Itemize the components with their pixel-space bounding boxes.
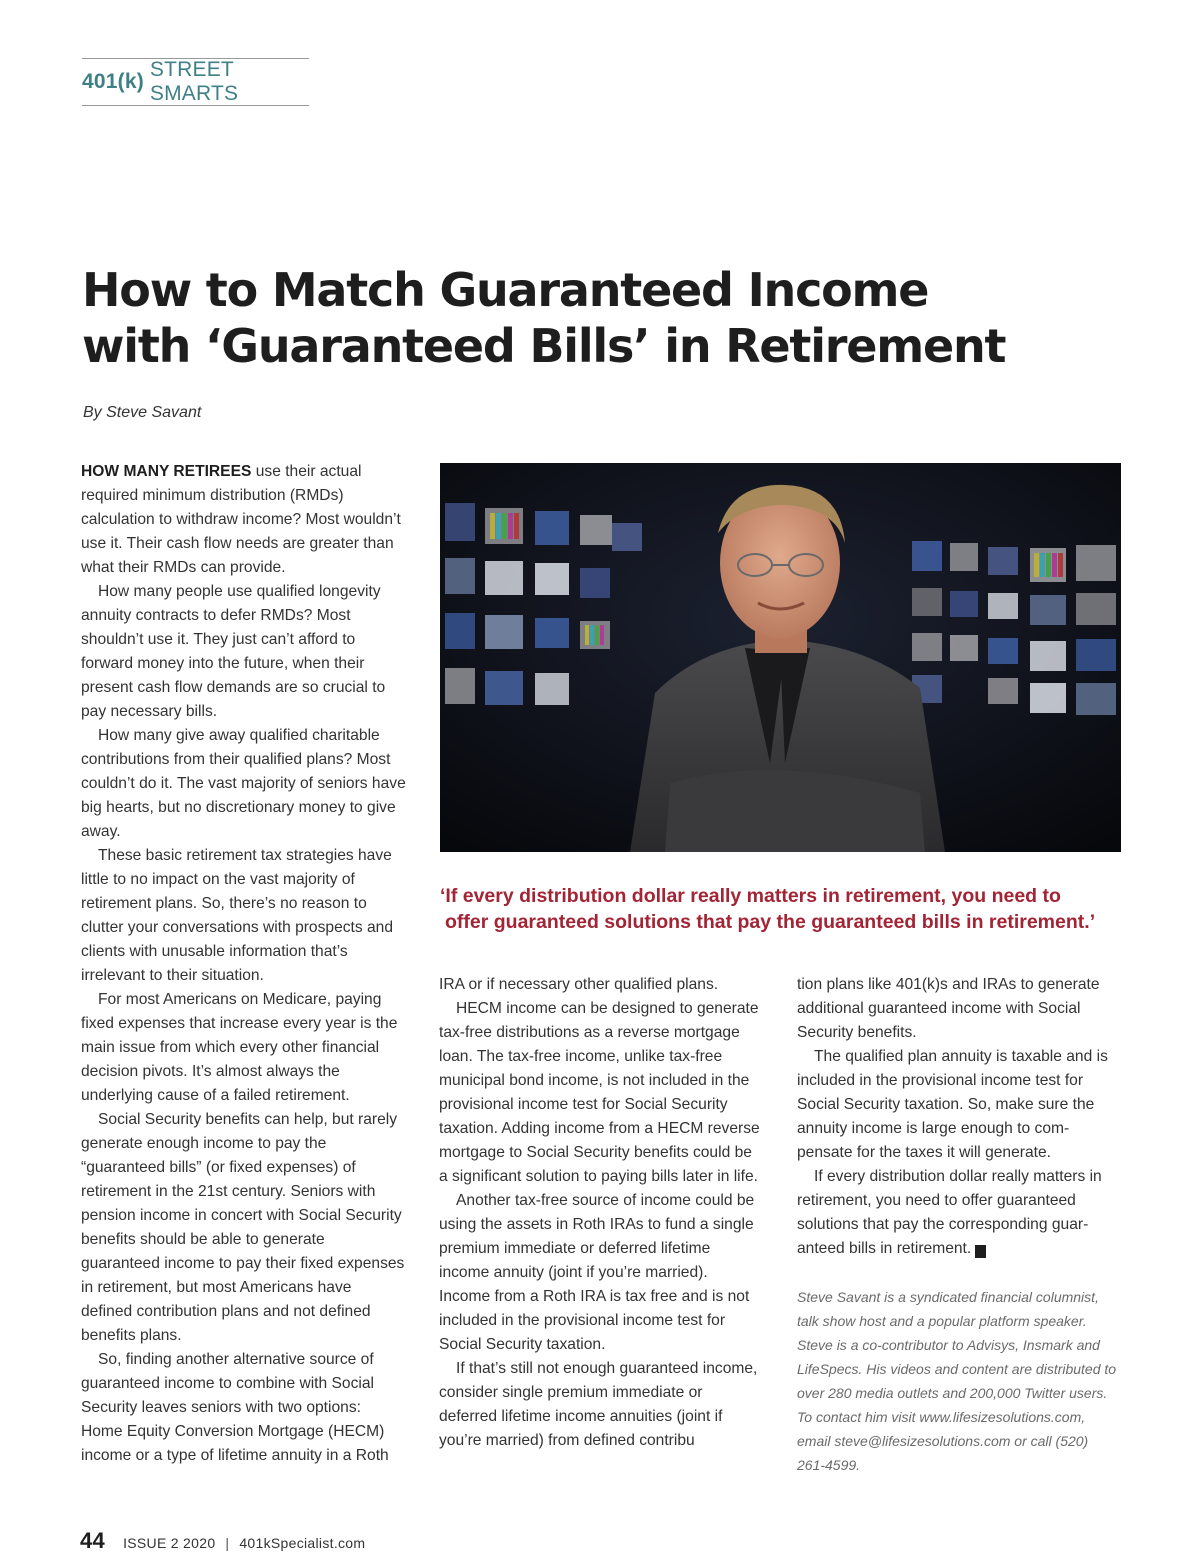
footer-site: 401kSpecialist.com [239,1535,366,1551]
paragraph [81,460,406,580]
paragraph: Another tax-free source of income could be using the assets in Roth IRAs to fund a single premium immediate or deferred lifetime income annuity (joint if you’re married). Income from a Roth IRA is tax free and is not included in the provisional income test for Social Security taxation. [439,1192,755,1353]
paragraph: The qualified plan annuity is taxable and is included in the provisional income test for Social Security taxation. So, make sure the annuity income is large enough to compensate for the taxes it will generate. [797,1048,1108,1161]
section-tag-bold: 401(k) [82,70,144,93]
headline-line-2: with ‘Guaranteed Bills’ in Retirement [82,319,1006,373]
end-of-article-icon: K [975,1245,986,1258]
author-portrait-photo [440,463,1121,852]
paragraph: tion plans like 401(k)s and IRAs to generate additional guaranteed income with Social Security benefits. [797,976,1100,1041]
pull-quote [440,883,1120,935]
byline: By Steve Savant [83,404,202,421]
paragraph: If that’s still not enough guaranteed income, consider single premium immediate or deferred lifetime income annuities (joint if you’re married) from defined contribu [439,1360,758,1449]
pull-quote-line-2: offer guaranteed solutions that pay the guaranteed bills in retirement.’ [445,911,1096,933]
paragraph: These basic retirement tax strategies have little to no impact on the vast majority of retirement plans. So, there’s no reason to clutter your conversations with prospects and clients with unusable information that’s irrelevant to their situation. [81,847,394,984]
page-footer [80,1528,365,1554]
paragraph: HECM income can be designed to generate tax-free distributions as a reverse mortgage loan. The tax-free income, unlike tax-free municipal bond income, is not included in the provisional income test for Social Security taxation. Adding income from a HECM reverse mortgage to Social Security benefits could be a significant solution to paying bills later in life. [439,1000,760,1185]
paragraph-text: If every distribution dollar really matters in retirement, you need to offer guaranteed solutions that pay the corresponding guaranteed bills in retirement. [797,1168,1102,1257]
paragraph [797,1165,1119,1261]
paragraph-text: use their actual required minimum distribution (RMDs) calculation to withdraw income? Most wouldn’t use it. Their cash flow needs are greater than what their RMDs can provide. [81,463,401,576]
paragraph: IRA or if necessary other qualified plans. [439,976,719,993]
footer-separator: | [225,1535,230,1551]
issue-label: ISSUE 2 2020 [123,1535,216,1551]
paragraph: How many give away qualified charitable contributions from their qualified plans? Most couldn’t do it. The vast majority of seniors have big hearts, but no discretionary money to give away. [81,727,406,840]
paragraph: So, finding another alternative source of guaranteed income to combine with Social Security leaves seniors with two options: Home Equity Conversion Mortgage (HECM) income or a type of lifetime annuity in a Roth [81,1351,389,1464]
author-bio: Steve Savant is a syndicated financial columnist, talk show host and a popular platform speaker. Steve is a co-contributor to Advisys, Insmark and LifeSpecs. His videos and content are distributed to over 280 media outlets and 200,000 Twitter users. To contact him visit www.lifesizesolutions.com, email steve@lifesizesolutions.com or call (520) 261-4599. [797,1289,1117,1473]
body-column-2 [439,973,761,1453]
paragraph: For most Americans on Medicare, paying fixed expenses that increase every year is the main issue from which every other financial decision pivots. It’s almost always the underlying cause of a failed retirement. [81,991,398,1104]
paragraph: Social Security benefits can help, but rarely generate enough income to pay the “guaranteed bills” (or fixed expenses) of retirement in the 21st century. Seniors with pension income in concert with Social Security benefits should be able to generate guaranteed income to pay their fixed expenses in retirement, but most Americans have defined contribution plans and not defined benefits plans. [81,1111,405,1344]
paragraph: How many people use qualified longevity annuity contracts to defer RMDs? Most shouldn’t use it. They just can’t afford to forward money into the future, when their present cash flow demands are so crucial to pay necessary bills. [81,583,386,720]
body-column-1 [81,460,406,1468]
article-headline [82,262,1122,374]
lead-in-caps: HOW MANY RETIREES [81,463,252,480]
section-tag-name: STREET SMARTS [149,58,239,105]
page-number: 44 [80,1528,106,1553]
headline-line-1: How to Match Guaranteed Income [82,263,929,317]
pull-quote-line-1: ‘If every distribution dollar really matters in retirement, you need to [440,885,1061,907]
section-tag [82,58,309,106]
body-column-3 [797,973,1119,1261]
